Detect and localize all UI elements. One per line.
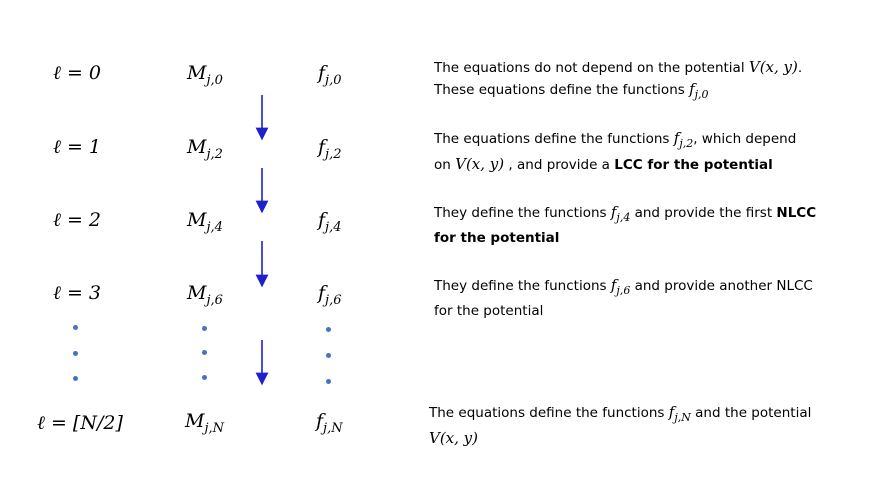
description-1: The equations define the functions $f_{j,2}$, which depend on V(x, y) , and provide a LCC for the potential bbox=[434, 129, 797, 173]
ellipsis-dot bbox=[326, 379, 331, 384]
description-3: They define the functions $f_{j,6}$ and provide another NLCC for the potential bbox=[434, 276, 813, 319]
ellipsis-dot bbox=[326, 327, 331, 332]
ell-label-2: ℓ = 2 bbox=[53, 209, 102, 231]
ellipsis-dot bbox=[73, 325, 78, 330]
ellipsis-dot bbox=[326, 353, 331, 358]
ellipsis-dot bbox=[202, 375, 207, 380]
description-n: The equations define the functions $f_{j,N}$ and the potential V(x, y) bbox=[429, 403, 812, 447]
m-symbol-0: $M_{j,0}$ bbox=[187, 62, 223, 88]
ellipsis-dot bbox=[202, 326, 207, 331]
f-symbol-0: $f_{j,0}$ bbox=[318, 62, 342, 88]
ellipsis-dot bbox=[202, 350, 207, 355]
m-symbol-1: $M_{j,2}$ bbox=[187, 136, 223, 162]
m-symbol-n: $M_{j,N}$ bbox=[185, 410, 225, 436]
description-2: They define the functions $f_{j,4}$ and provide the first NLCC for the potential bbox=[434, 203, 817, 246]
ell-label-3: ℓ = 3 bbox=[53, 282, 102, 304]
f-symbol-n: $f_{j,N}$ bbox=[316, 410, 343, 436]
f-symbol-3: $f_{j,6}$ bbox=[318, 282, 342, 308]
ell-label-1: ℓ = 1 bbox=[53, 136, 102, 158]
f-symbol-1: $f_{j,2}$ bbox=[318, 136, 342, 162]
m-symbol-2: $M_{j,4}$ bbox=[187, 209, 223, 235]
ell-label-n: ℓ = [N/2] bbox=[37, 412, 123, 434]
ellipsis-dot bbox=[73, 376, 78, 381]
m-symbol-3: $M_{j,6}$ bbox=[187, 282, 223, 308]
description-0: The equations do not depend on the potential V(x, y). These equations define the functions $f_{j,0}$ bbox=[434, 58, 803, 101]
ellipsis-dot bbox=[73, 351, 78, 356]
f-symbol-2: $f_{j,4}$ bbox=[318, 209, 342, 235]
ell-label-0: ℓ = 0 bbox=[53, 62, 102, 84]
